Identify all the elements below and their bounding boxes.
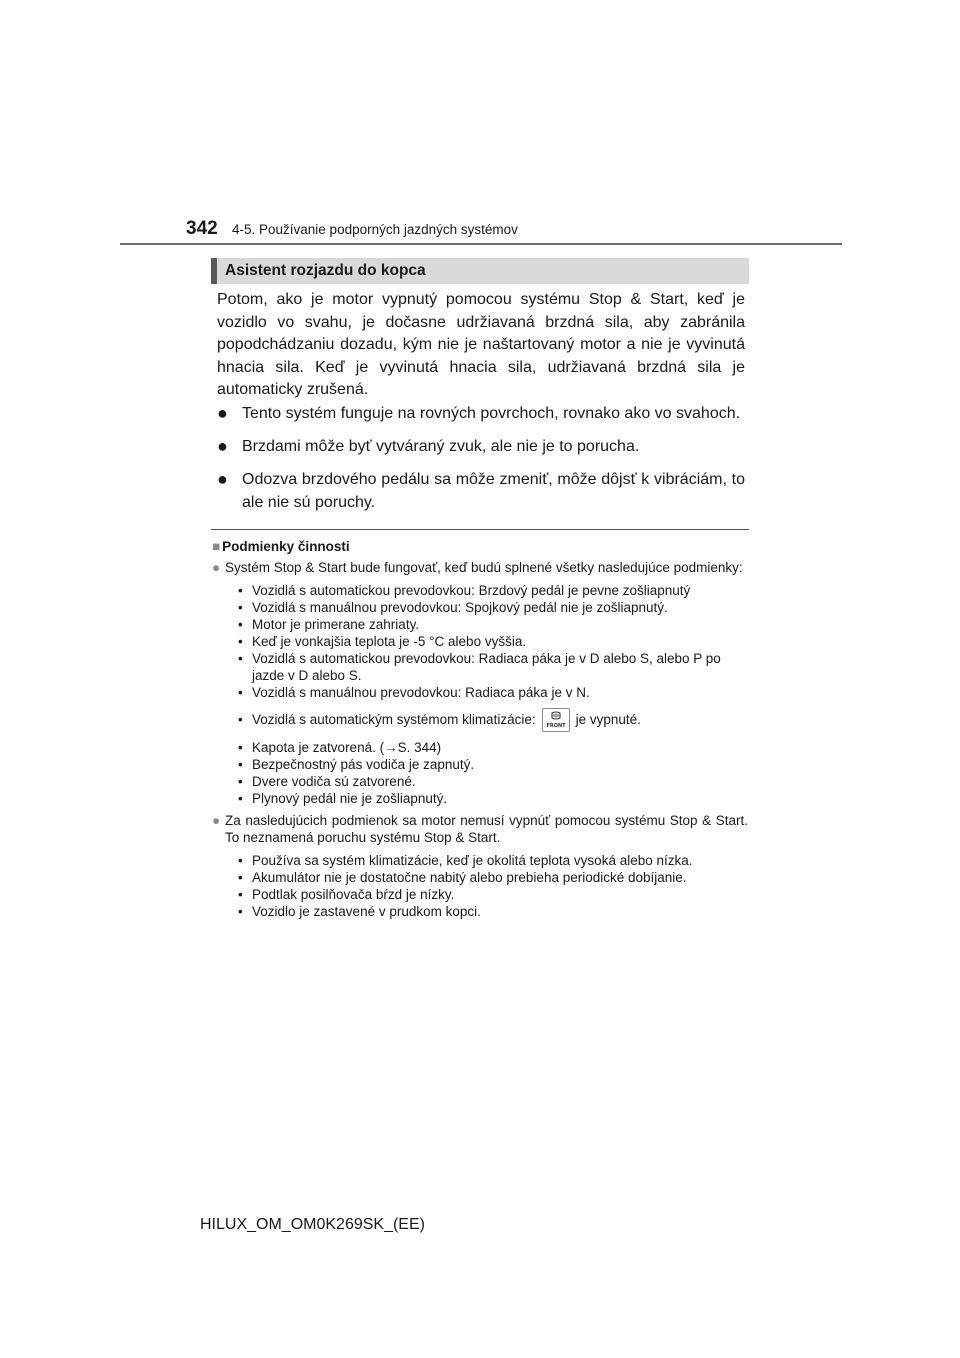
header-rule bbox=[120, 243, 842, 245]
list-item: • Kapota je zatvorená. (→S. 344) bbox=[238, 740, 442, 756]
list-item: • Akumulátor nie je dostatočne nabitý alebo prebieha periodické dobíjanie. bbox=[238, 870, 687, 886]
sub-bullet-icon: • bbox=[238, 651, 243, 666]
section-divider bbox=[211, 529, 749, 530]
list-item: • Používa sa systém klimatizácie, keď je okolitá teplota vysoká alebo nízka. bbox=[238, 853, 693, 869]
list-item: • Dvere vodiča sú zatvorené. bbox=[238, 774, 416, 790]
sub-bullet-icon: • bbox=[238, 712, 243, 727]
sub-bullet-icon: • bbox=[238, 583, 243, 598]
chapter-title: 4-5. Používanie podporných jazdných systémov bbox=[232, 222, 518, 237]
condition-list bbox=[212, 852, 748, 920]
condition-dot-icon: ● bbox=[212, 560, 221, 575]
sub-bullet-icon: • bbox=[238, 634, 243, 649]
list-item: • Vozidlá s automatickým systémom klimatizácie: FRONT je vypnuté. bbox=[238, 708, 748, 732]
section-intro: Potom, ako je motor vypnutý pomocou systému Stop & Start, keď je vozidlo vo svahu, je dočasne udržiavaná brzdná sila, aby zabránila popodchádzaniu dozadu, kým nie je naštartovaný motor a nie je vyvinutá hnacia sila. Keď je vyvinutá hnacia sila, udržiavaná brzdná sila je automaticky zrušená. bbox=[217, 291, 745, 398]
list-item: • Vozidlá s manuálnou prevodovkou: Spojkový pedál nie je zošliapnutý. bbox=[238, 600, 668, 615]
list-item: ● Tento systém funguje na rovných povrchoch, rovnako ako vo svahoch. bbox=[217, 403, 741, 423]
sub-bullet-icon: • bbox=[238, 870, 243, 886]
list-item: • Vozidlo je zastavené v prudkom kopci. bbox=[238, 904, 481, 920]
condition-dot-icon: ● bbox=[212, 813, 221, 829]
list-item: • Keď je vonkajšia teplota je -5 °C alebo vyššia. bbox=[238, 634, 527, 649]
section-heading-accent bbox=[211, 258, 217, 284]
bullet-dot-icon: ● bbox=[217, 469, 228, 489]
sub-bullet-icon: • bbox=[238, 757, 243, 773]
list-item: • Motor je primerane zahriaty. bbox=[238, 617, 420, 632]
sub-bullet-icon: • bbox=[238, 774, 243, 790]
notes-heading: ■ Podmienky činnosti bbox=[212, 539, 350, 554]
sub-bullet-icon: • bbox=[238, 887, 243, 903]
list-item: • Plynový pedál nie je zošliapnutý. bbox=[238, 791, 448, 807]
section-heading-band bbox=[211, 258, 749, 284]
list-item: • Vozidlá s manuálnou prevodovkou: Radiaca páka je v N. bbox=[238, 685, 590, 700]
sub-bullet-icon: • bbox=[238, 740, 243, 756]
condition-paragraph: ● Za nasledujúcich podmienok sa motor nemusí vypnúť pomocou systému Stop & Start. To neznamená poruchu systému Stop & Start. bbox=[212, 813, 748, 846]
sub-bullet-icon: • bbox=[238, 600, 243, 615]
sub-bullet-icon: • bbox=[238, 685, 243, 700]
condition-paragraph: ● Systém Stop & Start bude fungovať, keď budú splnené všetky nasledujúce podmienky: bbox=[212, 560, 743, 575]
bullet-dot-icon: ● bbox=[217, 403, 228, 423]
sub-bullet-icon: • bbox=[238, 617, 243, 632]
list-item: • Bezpečnostný pás vodiča je zapnutý. bbox=[238, 757, 475, 773]
front-defogger-icon bbox=[542, 708, 570, 732]
condition-list bbox=[212, 582, 748, 807]
document-code: HILUX_OM_OM0K269SK_(EE) bbox=[200, 1216, 425, 1233]
square-bullet-icon: ■ bbox=[212, 539, 221, 554]
sub-bullet-icon: • bbox=[238, 791, 243, 807]
list-item: • Vozidlá s automatickou prevodovkou: Brzdový pedál je pevne zošliapnutý bbox=[238, 583, 691, 598]
notes-block bbox=[212, 538, 748, 925]
sub-bullet-icon: • bbox=[238, 904, 243, 920]
list-item: • Vozidlá s automatickou prevodovkou: Radiaca páka je v D alebo S, alebo P po jazde v D alebo S. bbox=[238, 651, 721, 683]
section-title: Asistent rozjazdu do kopca bbox=[225, 262, 426, 279]
page-number: 342 bbox=[186, 218, 218, 239]
front-icon-label: FRONT bbox=[546, 723, 566, 730]
bullet-dot-icon: ● bbox=[217, 436, 228, 456]
list-item: • Podtlak posilňovača bŕzd je nízky. bbox=[238, 887, 455, 903]
section-bullet-list bbox=[217, 402, 745, 524]
list-item: ● Brzdami môže byť vytváraný zvuk, ale nie je to porucha. bbox=[217, 436, 640, 456]
sub-bullet-icon: • bbox=[238, 853, 243, 869]
list-item: ● Odozva brzdového pedálu sa môže zmeniť, môže dôjsť k vibráciám, to ale nie sú poruchy. bbox=[217, 469, 745, 511]
